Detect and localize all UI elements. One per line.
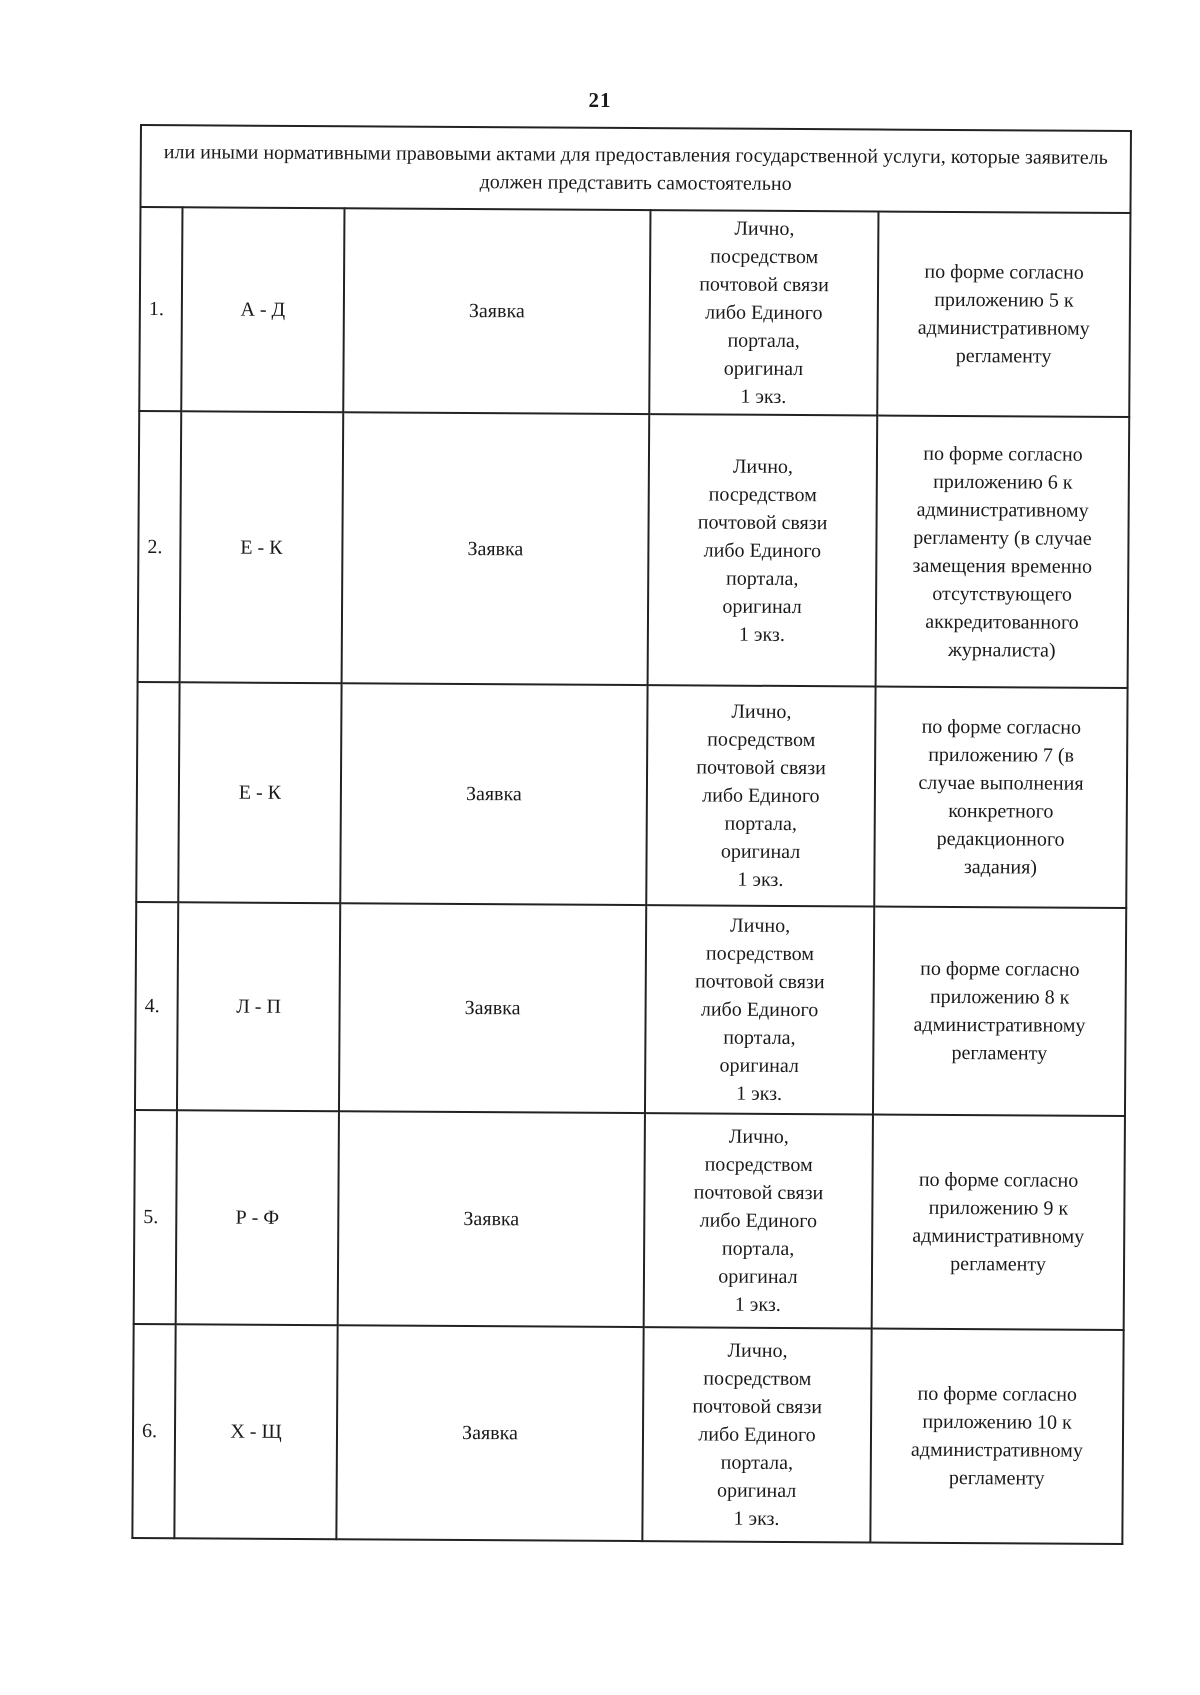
row-form: по форме согласно приложению 9 к административному регламенту — [872, 1114, 1125, 1330]
row-letters: Х - Щ — [174, 1324, 337, 1539]
row-letters: Л - П — [177, 902, 340, 1111]
row-document: Заявка — [336, 1325, 643, 1541]
row-document: Заявка — [338, 1111, 645, 1327]
row-letters: Р - Ф — [176, 1110, 339, 1325]
row-form: по форме согласно приложению 6 к административному регламенту (в случае замещения временно отсутствующего аккредитованного журналиста) — [876, 416, 1130, 689]
documents-table — [131, 124, 1132, 1545]
row-form: по форме согласно приложению 10 к административному регламенту — [870, 1328, 1123, 1544]
row-letters: Е - К — [178, 682, 341, 903]
row-form: по форме согласно приложению 8 к административному регламенту — [873, 906, 1126, 1116]
row-document: Заявка — [340, 683, 647, 905]
row-document: Заявка — [342, 412, 650, 685]
row-method: Лично, посредством почтовой связи либо Единого портала, оригинал 1 экз. — [644, 1113, 873, 1328]
row-method: Лично, посредством почтовой связи либо Единого портала, оригинал 1 экз. — [649, 210, 878, 415]
row-document: Заявка — [343, 208, 650, 414]
row-form: по форме согласно приложению 7 (в случае выполнения конкретного редакционного задания) — [874, 687, 1127, 909]
row-number: 4. — [135, 902, 178, 1110]
row-number: 1. — [139, 207, 182, 411]
row-form: по форме согласно приложению 5 к административному регламенту — [877, 212, 1130, 418]
row-number: 5. — [134, 1110, 177, 1324]
row-number — [136, 682, 179, 902]
row-method: Лично, посредством почтовой связи либо Единого портала, оригинал 1 экз. — [646, 685, 875, 906]
documents-table-wrapper — [131, 124, 1130, 1545]
table-row — [138, 411, 1130, 688]
table-header-row — [140, 125, 1130, 213]
row-method: Лично, посредством почтовой связи либо Единого портала, оригинал 1 экз. — [642, 1327, 871, 1542]
row-method: Лично, посредством почтовой связи либо Единого портала, оригинал 1 экз. — [645, 905, 874, 1114]
row-number: 2. — [138, 411, 182, 682]
table-row — [136, 682, 1127, 908]
row-letters: Е - К — [180, 411, 344, 683]
row-method: Лично, посредством почтовой связи либо Единого портала, оригинал 1 экз. — [648, 414, 878, 686]
row-letters: А - Д — [181, 207, 344, 412]
row-document: Заявка — [339, 903, 646, 1113]
table-row — [134, 1110, 1125, 1330]
table-row — [139, 207, 1130, 417]
page-number: 21 — [588, 88, 612, 112]
table-row — [132, 1324, 1123, 1544]
row-number: 6. — [132, 1324, 175, 1538]
table-row — [135, 902, 1126, 1116]
table-header-text: или иными нормативными правовыми актами для предоставления государственной услуги, которые заявитель должен представить самостоятельно — [140, 125, 1130, 213]
